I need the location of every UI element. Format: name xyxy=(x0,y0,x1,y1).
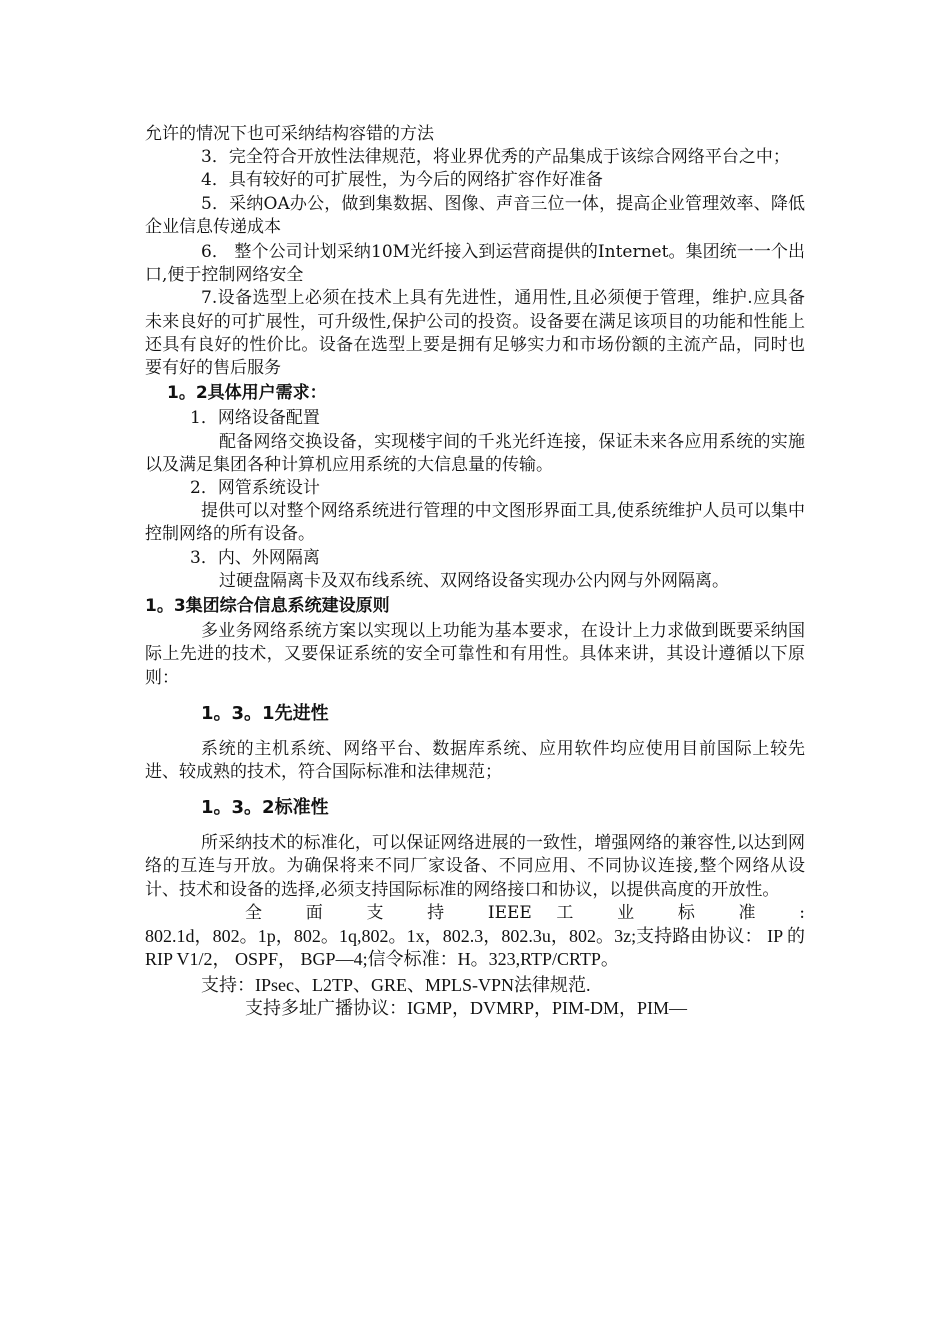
section-heading-1-3: 1。3集团综合信息系统建设原则 xyxy=(145,596,390,617)
paragraph-network-device: 配备网络交换设备，实现楼宇间的千兆光纤连接，保证未来各应用系统的实施以及满足集团各种计算机应用系统的大信息量的传输。 xyxy=(145,431,805,475)
subsection-heading-1-3-2: 1。3。2标准性 xyxy=(201,797,329,819)
paragraph-ieee-support: 全 面 支 持 IEEE 工 业 标 准 : xyxy=(245,902,805,923)
paragraph-standard: 所采纳技术的标准化，可以保证网络进展的一致性，增强网络的兼容性,以达到网络的互连与开放。为确保将来不同厂家设备、不同应用、不同协议连接,整个网络从设计、技术和设备的选择,必须支持国际标准的网络接口和协议，以提供高度的开放性。 xyxy=(145,833,805,900)
paragraph-advanced: 系统的主机系统、网络平台、数据库系统、应用软件均应使用目前国际上较先进、较成熟的技术，符合国际标准和法律规范； xyxy=(145,738,805,783)
list-item-6: 6． 整个公司计划采纳10M光纤接入到运营商提供的Internet。集团统一一个出口,便于控制网络安全 xyxy=(145,242,805,286)
list-item-4: 4．具有较好的可扩展性，为今后的网络扩容作好准备 xyxy=(201,170,603,191)
paragraph-continuation: 允许的情况下也可采纳结构容错的方法 xyxy=(145,124,434,144)
subitem-network-management: 2．网管系统设计 xyxy=(190,478,320,499)
list-item-3: 3．完全符合开放性法律规范，将业界优秀的产品集成于该综合网络平台之中； xyxy=(201,147,790,168)
paragraph-multicast-support: 支持多址广播协议：IGMP，DVMRP，PIM-DM，PIM— xyxy=(245,997,688,1018)
paragraph-protocols: 802.1d，802。1p，802。1q,802。1x，802.3，802.3u，802。3z;支持路由协议： IP 的 RIP V1/2， OSPF， BGP—4;信令标准：H。323,RTP/CRTP。 xyxy=(145,926,805,970)
subitem-network-device: 1．网络设备配置 xyxy=(190,408,320,429)
subsection-heading-1-3-1: 1。3。1先进性 xyxy=(201,702,329,724)
subitem-network-isolation: 3．内、外网隔离 xyxy=(190,547,320,568)
list-item-7: 7.设备选型上必须在技术上具有先进性，通用性,且必须便于管理，维护.应具备未来良好的可扩展性，可升级性,保护公司的投资。设备要在满足该项目的功能和性能上还具有良好的性价比。设备在选型上要是拥有足够实力和市场份额的主流产品，同时也要有好的售后服务 xyxy=(145,288,805,379)
section-heading-1-2: 1。2具体用户需求： xyxy=(167,383,327,404)
list-item-5: 5．采纳OA办公，做到集数据、图像、声音三位一体，提高企业管理效率、降低企业信息传递成本 xyxy=(145,193,805,237)
paragraph-network-isolation: 过硬盘隔离卡及双布线系统、双网络设备实现办公内网与外网隔离。 xyxy=(219,570,729,591)
paragraph-vpn-support: 支持：IPsec、L2TP、GRE、MPLS-VPN法律规范. xyxy=(201,974,591,995)
document-body xyxy=(145,123,805,1020)
paragraph-principles-intro: 多业务网络系统方案以实现以上功能为基本要求，在设计上力求做到既要采纳国际上先进的技术，又要保证系统的安全可靠性和有用性。具体来讲，其设计遵循以下原则： xyxy=(145,621,805,688)
paragraph-network-management: 提供可以对整个网络系统进行管理的中文图形界面工具,使系统维护人员可以集中控制网络的所有设备。 xyxy=(145,501,805,545)
